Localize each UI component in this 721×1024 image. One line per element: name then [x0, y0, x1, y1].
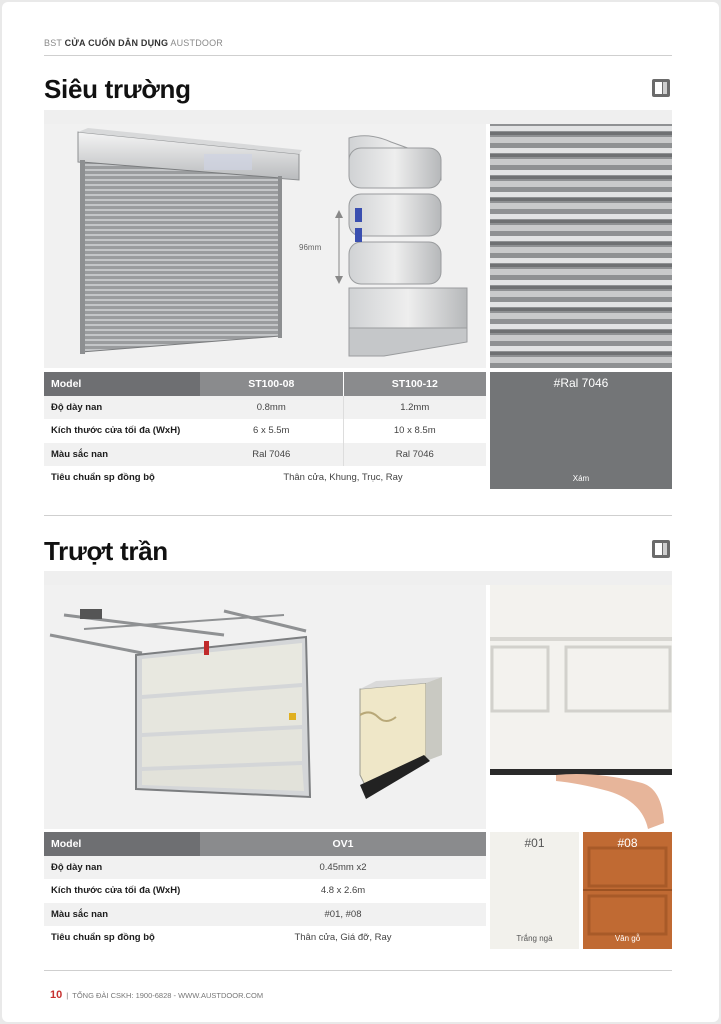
row-label: Kích thước cửa tối đa (WxH): [44, 879, 200, 903]
swatch-code: #01: [524, 836, 545, 850]
row-value: Ral 7046: [343, 443, 486, 467]
color-swatch-01[interactable]: [490, 832, 579, 949]
dimension-label: 96mm: [299, 243, 322, 252]
section-band: [44, 110, 672, 124]
spec-table-sieu-truong: [44, 372, 486, 490]
table-row: [44, 466, 486, 490]
slat-closeup-photo: [490, 124, 672, 368]
swatch-code: #08: [617, 836, 638, 850]
catalog-book-icon[interactable]: [652, 540, 670, 558]
footer-divider: [44, 970, 672, 971]
page-number: 10: [50, 989, 63, 1001]
header-suffix: AUSTDOOR: [170, 38, 224, 48]
row-label: Tiêu chuẩn sp đồng bộ: [44, 466, 200, 490]
table-row: [44, 926, 486, 950]
row-label: Tiêu chuẩn sp đồng bộ: [44, 926, 200, 950]
section-title-sieu-truong: Siêu trường: [44, 74, 191, 104]
swatch-name: Xám: [572, 474, 590, 483]
row-value: 0.8mm: [200, 396, 343, 420]
table-row: [44, 879, 486, 903]
panel-closeup-photo: [490, 585, 672, 829]
table-row: [44, 396, 486, 420]
page-footer: 10 | TỔNG ĐÀI CSKH: 1900-6828 - WWW.AUSTDOOR.COM: [50, 989, 264, 1001]
table-row: [44, 903, 486, 927]
catalog-page: [2, 2, 719, 1022]
swatch-name: Vân gỗ: [614, 934, 641, 943]
table-row: [44, 443, 486, 467]
color-swatch-ral-7046[interactable]: [490, 372, 672, 489]
table-header-row: [44, 372, 486, 396]
table-row: [44, 856, 486, 880]
header-model: Model: [44, 372, 200, 396]
row-label: Kích thước cửa tối đa (WxH): [44, 419, 200, 443]
overhead-door-illustration: [44, 585, 486, 829]
row-value: 1.2mm: [343, 396, 486, 420]
swatch-code: #Ral 7046: [553, 376, 609, 390]
row-value: 10 x 8.5m: [343, 419, 486, 443]
header-st100-12: ST100-12: [343, 372, 486, 396]
header-st100-08: ST100-08: [200, 372, 343, 396]
row-value: Thân cửa, Giá đỡ, Ray: [200, 926, 486, 950]
row-value: 0.45mm x2: [200, 856, 486, 880]
catalog-book-icon[interactable]: [652, 79, 670, 97]
row-label: Độ dày nan: [44, 856, 200, 880]
section-title-truot-tran: Trượt trần: [44, 536, 168, 566]
header-ov1: OV1: [200, 832, 486, 856]
table-header-row: [44, 832, 486, 856]
row-value: 4.8 x 2.6m: [200, 879, 486, 903]
row-value: Ral 7046: [200, 443, 343, 467]
header-bold: CỬA CUỐN DÂN DỤNG: [64, 38, 169, 48]
panel-closeup-texture: [490, 585, 672, 829]
swatch-name: Trắng ngà: [516, 934, 553, 943]
footer-contact[interactable]: TỔNG ĐÀI CSKH: 1900-6828 - WWW.AUSTDOOR.COM: [72, 991, 264, 1000]
header-prefix: BST: [44, 38, 62, 48]
overhead-door-photo: [44, 585, 486, 829]
row-value-merged: Thân cửa, Khung, Trục, Ray: [200, 466, 486, 490]
row-value: 6 x 5.5m: [200, 419, 343, 443]
section-divider: [44, 515, 672, 516]
row-label: Màu sắc nan: [44, 443, 200, 467]
table-row: [44, 419, 486, 443]
row-value: #01, #08: [200, 903, 486, 927]
slat-texture: [490, 124, 672, 368]
spec-table-truot-tran: [44, 832, 486, 950]
section-band: [44, 571, 672, 585]
running-header: [44, 38, 672, 56]
row-label: Màu sắc nan: [44, 903, 200, 927]
row-label: Độ dày nan: [44, 396, 200, 420]
header-model: Model: [44, 832, 200, 856]
roller-shutter-illustration: [44, 124, 486, 368]
color-swatch-08[interactable]: [583, 832, 672, 949]
roller-shutter-photo: [44, 124, 486, 368]
